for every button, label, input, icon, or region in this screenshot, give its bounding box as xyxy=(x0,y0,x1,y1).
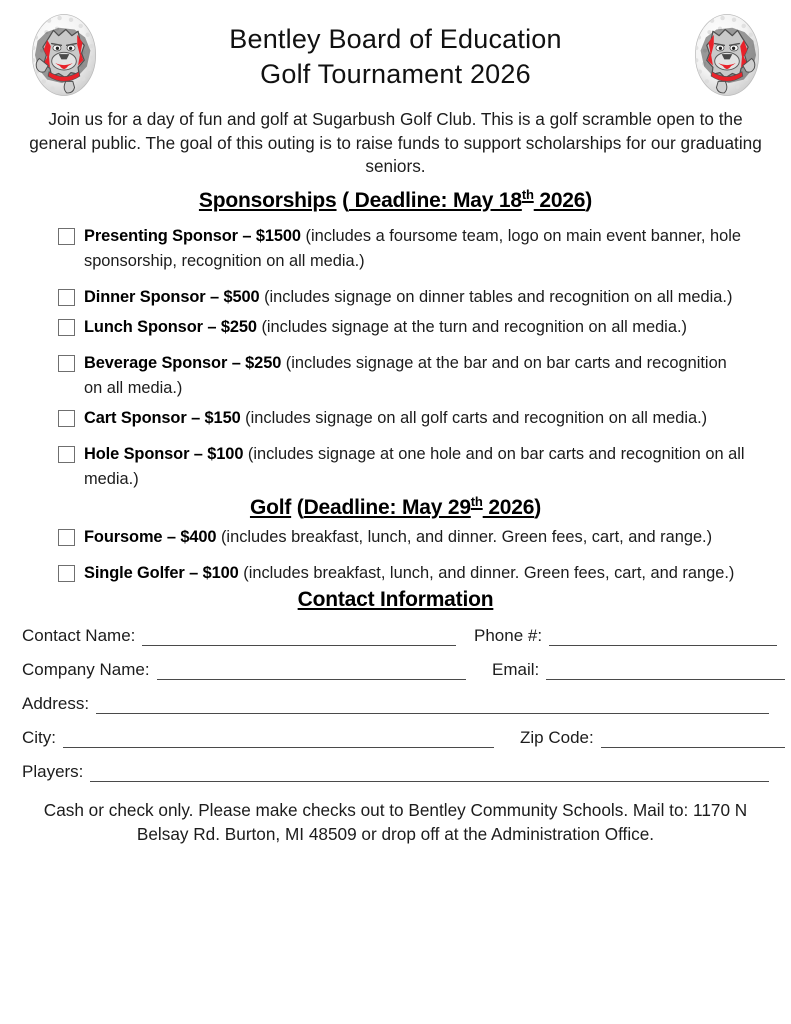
option-lead-hole-sponsor: Hole Sponsor – $100 xyxy=(84,444,244,463)
option-detail-cart-sponsor: (includes signage on all golf carts and recognition on all media.) xyxy=(240,408,708,427)
option-label-dinner-sponsor xyxy=(84,285,747,310)
bulldog-golf-ball-logo-left xyxy=(18,11,110,99)
sponsorship-option-lunch[interactable] xyxy=(0,315,791,340)
option-lead-beverage-sponsor: Beverage Sponsor – $250 xyxy=(84,353,282,372)
sponsorships-heading-main: Sponsorships xyxy=(198,188,337,212)
option-lead-presenting-sponsor: Presenting Sponsor – $1500 xyxy=(84,226,301,245)
label-contact-name: Contact Name: xyxy=(22,625,136,645)
golf-heading-ordinal: th xyxy=(470,493,483,509)
checkbox-cart-sponsor[interactable] xyxy=(58,410,75,427)
option-lead-cart-sponsor: Cart Sponsor – $150 xyxy=(84,408,241,427)
input-players[interactable] xyxy=(90,765,769,782)
intro-paragraph: Join us for a day of fun and golf at Sugarbush Golf Club. This is a golf scramble open to the general public. The goal of this outing is to raise funds to support scholarships for our graduating seniors. xyxy=(29,109,762,176)
golf-heading-paren-close: ) xyxy=(534,495,542,519)
sponsorship-option-presenting[interactable] xyxy=(0,224,791,274)
label-company-name: Company Name: xyxy=(22,659,150,679)
checkbox-lunch-sponsor[interactable] xyxy=(58,319,75,336)
label-address: Address: xyxy=(22,693,90,713)
label-email: Email: xyxy=(492,659,540,679)
option-label-single-golfer xyxy=(84,561,747,586)
label-city: City: xyxy=(22,727,56,747)
golf-heading-deadline: Deadline: May 29 xyxy=(303,495,471,519)
sponsorship-options-list xyxy=(0,224,791,492)
golf-option-foursome[interactable] xyxy=(0,525,791,550)
payment-instructions: Cash or check only. Please make checks out to Bentley Community Schools. Mail to: 1170 N Belsay Rd. Burton, MI 48509 or drop off at the Administration Office. xyxy=(43,799,748,844)
page-header xyxy=(0,0,791,104)
option-label-beverage-sponsor xyxy=(84,351,747,401)
option-lead-dinner-sponsor: Dinner Sponsor – $500 xyxy=(84,287,260,306)
checkbox-hole-sponsor[interactable] xyxy=(58,446,75,463)
contact-heading-label: Contact Information xyxy=(297,587,494,611)
form-row-company-email xyxy=(22,660,769,680)
input-address[interactable] xyxy=(96,697,769,714)
option-detail-dinner-sponsor: (includes signage on dinner tables and recognition on all media.) xyxy=(259,287,733,306)
field-company-name[interactable] xyxy=(22,660,466,680)
option-label-lunch-sponsor xyxy=(84,315,747,340)
label-players: Players: xyxy=(22,761,84,781)
field-address[interactable] xyxy=(22,694,769,714)
input-contact-name[interactable] xyxy=(142,629,456,646)
sponsorships-heading-year: 2026 xyxy=(533,188,586,212)
field-phone[interactable] xyxy=(474,626,777,646)
checkbox-single-golfer[interactable] xyxy=(58,565,75,582)
checkbox-foursome[interactable] xyxy=(58,529,75,546)
sponsorships-heading-paren-open: ( xyxy=(336,188,349,212)
golf-heading-paren-open: ( xyxy=(291,495,304,519)
form-row-name-phone xyxy=(22,626,769,646)
sponsorships-heading-deadline: Deadline: May 18 xyxy=(348,188,522,212)
input-city[interactable] xyxy=(63,731,494,748)
input-phone[interactable] xyxy=(549,629,777,646)
option-detail-hole-sponsor: (includes signage at one hole and on bar carts and recognition on all media.) xyxy=(84,444,745,488)
sponsorships-heading-paren-close: ) xyxy=(585,188,593,212)
form-row-players xyxy=(22,762,769,782)
checkbox-beverage-sponsor[interactable] xyxy=(58,355,75,372)
golf-heading-main: Golf xyxy=(249,495,292,519)
option-lead-foursome: Foursome – $400 xyxy=(84,527,217,546)
golf-heading-year: 2026 xyxy=(482,495,535,519)
option-detail-single-golfer: (includes breakfast, lunch, and dinner. Green fees, cart, and range.) xyxy=(238,563,735,582)
bulldog-golf-ball-logo-right xyxy=(681,11,773,99)
option-detail-foursome: (includes breakfast, lunch, and dinner. Green fees, cart, and range.) xyxy=(216,527,713,546)
field-contact-name[interactable] xyxy=(22,626,456,646)
contact-information-heading xyxy=(0,588,791,612)
sponsorship-option-dinner[interactable] xyxy=(0,285,791,310)
option-label-foursome xyxy=(84,525,747,550)
page-title xyxy=(136,0,656,92)
option-label-presenting-sponsor xyxy=(84,224,747,274)
option-lead-lunch-sponsor: Lunch Sponsor – $250 xyxy=(84,317,257,336)
option-label-hole-sponsor xyxy=(84,442,747,492)
field-city[interactable] xyxy=(22,728,494,748)
sponsorship-option-cart[interactable] xyxy=(0,406,791,431)
option-detail-lunch-sponsor: (includes signage at the turn and recognition on all media.) xyxy=(256,317,687,336)
input-zip-code[interactable] xyxy=(601,731,785,748)
field-players[interactable] xyxy=(22,762,769,782)
contact-form xyxy=(0,626,791,782)
option-label-cart-sponsor xyxy=(84,406,747,431)
form-row-address xyxy=(22,694,769,714)
option-lead-single-golfer: Single Golfer – $100 xyxy=(84,563,239,582)
form-row-city-zip xyxy=(22,728,769,748)
field-email[interactable] xyxy=(492,660,785,680)
label-zip-code: Zip Code: xyxy=(520,727,594,747)
title-line-2: Golf Tournament 2026 xyxy=(260,59,531,89)
input-email[interactable] xyxy=(546,663,785,680)
sponsorships-heading-ordinal: th xyxy=(521,186,534,202)
field-zip-code[interactable] xyxy=(520,728,785,748)
golf-options-list xyxy=(0,525,791,586)
title-line-1: Bentley Board of Education xyxy=(229,24,562,54)
input-company-name[interactable] xyxy=(157,663,466,680)
checkbox-dinner-sponsor[interactable] xyxy=(58,289,75,306)
sponsorship-option-hole[interactable] xyxy=(0,442,791,492)
golf-heading xyxy=(0,493,791,520)
checkbox-presenting-sponsor[interactable] xyxy=(58,228,75,245)
option-detail-beverage-sponsor: (includes signage at the bar and on bar carts and recognition on all media.) xyxy=(84,353,727,397)
sponsorship-option-beverage[interactable] xyxy=(0,351,791,401)
option-detail-presenting-sponsor: (includes a foursome team, logo on main event banner, hole sponsorship, recognition on all media.) xyxy=(84,226,742,270)
label-phone: Phone #: xyxy=(474,625,543,645)
sponsorships-heading xyxy=(0,186,791,213)
golf-option-single-golfer[interactable] xyxy=(0,561,791,586)
